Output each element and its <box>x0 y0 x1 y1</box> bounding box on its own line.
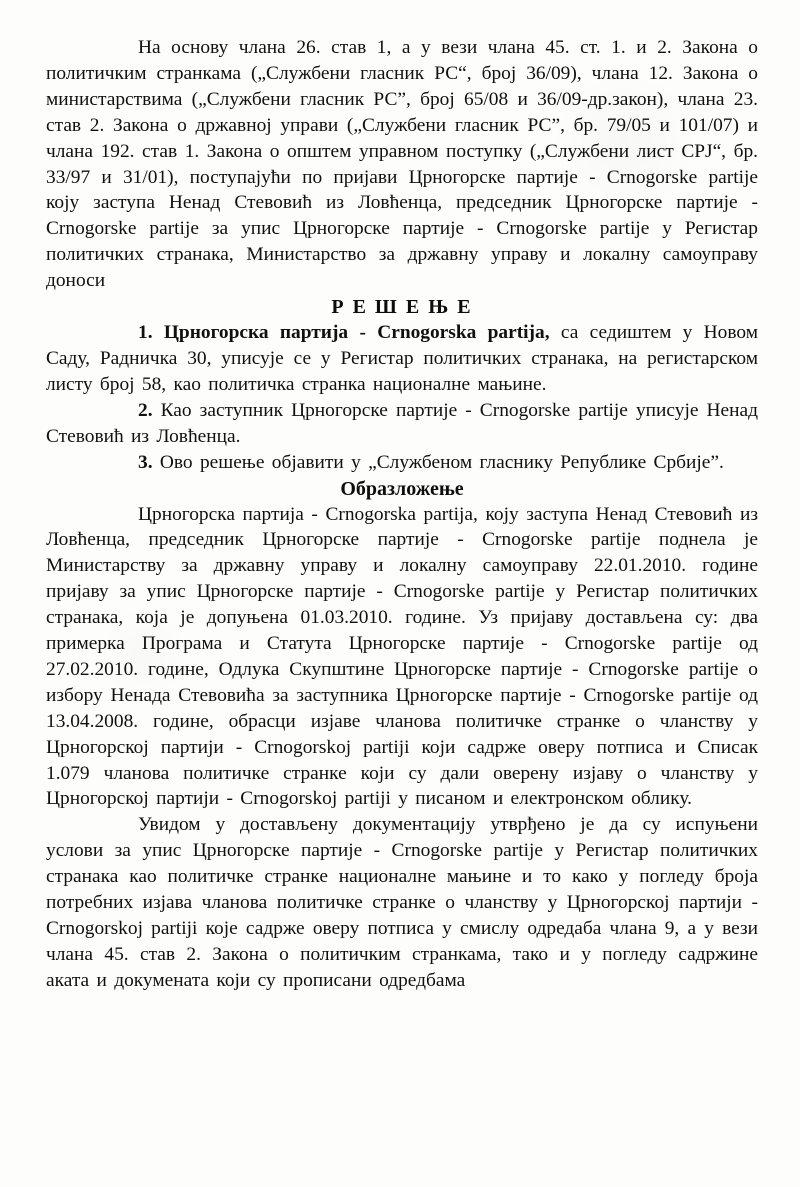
explanation-paragraph-2: Увидом у достављену документацију утврђено је да су испуњени услови за упис Црногорске партије - Crnogorske partije у Регистар политичких странака као политичке странке националне мањине и то како у погледу броја потребних изјава чланова политичке странке о чланству у Црногорској партији - Crnogorskoj partiji које садрже оверу потписа у смислу одредаба члана 9, а у вези члана 45. став 2. Закона о политичким странкама, тако и у погледу садржине аката и докумената који су прописани одредбама <box>46 814 758 991</box>
decision-item-2-text: Као заступник Црногорске партије - Crnogorske partije уписује Ненад Стевовић из Ловћенца. <box>46 399 758 447</box>
decision-item-1-text: са седиштем у Новом Саду, Радничка 30, уписује се у Регистар политичких странака, на регистарском листу број 58, као политичка странка националне мањине. <box>46 322 758 395</box>
decision-item-2-bold-lead: 2. <box>138 399 153 421</box>
decision-item-2 <box>46 398 758 450</box>
explanation-paragraph-1: Црногорска партија - Crnogorska partija, коју заступа Ненад Стевовић из Ловћенца, председник Црногорске партије - Crnogorske partije поднела је Министарству за државну управу и локалну самоуправу 22.01.2010. године пријаву за упис Црногорске партије - Crnogorske partije у Регистар политичких странака, која је допуњена 01.03.2010. године. Уз пријаву достављена су: два примерка Програма и Статута Црногорске партије - Crnogorske partije од 27.02.2010. године, Одлука Скупштине Црногорске партије - Crnogorske partije о избору Ненада Стевовића за заступника Црногорске партије - Crnogorske partije од 13.04.2008. године, обрасци изјаве чланова политичке странке о чланству у Црногорској партији - Crnogorskoj partiji који садрже оверу потписа и Списак 1.079 чланова политичке странке који су дали оверену изјаву о чланству у Црногорској партији - Crnogorskoj partiji у писаном и електронском облику. <box>46 503 758 810</box>
decision-item-3-bold-lead: 3. <box>138 451 153 473</box>
decision-item-1-bold-lead: 1. Црногорска партија - Crnogorska partija, <box>138 322 550 344</box>
intro-paragraph: На основу члана 26. став 1, а у вези члана 45. ст. 1. и 2. Закона о политичким странкама („Службени гласник РС“, број 36/09), члана 12. Закона о министарствима („Службени гласник РС”, број 65/08 и 36/09-др.закон), члана 23. став 2. Закона о државној управи („Службени гласник РС”, бр. 79/05 и 101/07) и члана 192. став 1. Закона о општем управном поступку („Службени лист СРЈ“, бр. 33/97 и 31/01), поступајући по пријави Црногорске партије - Crnogorske partije коју заступа Ненад Стевовић из Ловћенца, председник Црногорске партије - Crnogorske partije за упис Црногорске партије - Crnogorske partije у Регистар политичких странака, Министарство за државну управу и локалну самоуправу доноси <box>46 37 758 292</box>
decision-heading: Р Е Ш Е Њ Е <box>331 296 473 319</box>
decision-item-1 <box>46 320 758 398</box>
decision-item-3-text: Ово решење објавити у „Службеном гласнику Републике Србије”. <box>152 451 724 473</box>
decision-item-3 <box>46 450 758 476</box>
explanation-heading: Образложење <box>340 477 464 500</box>
